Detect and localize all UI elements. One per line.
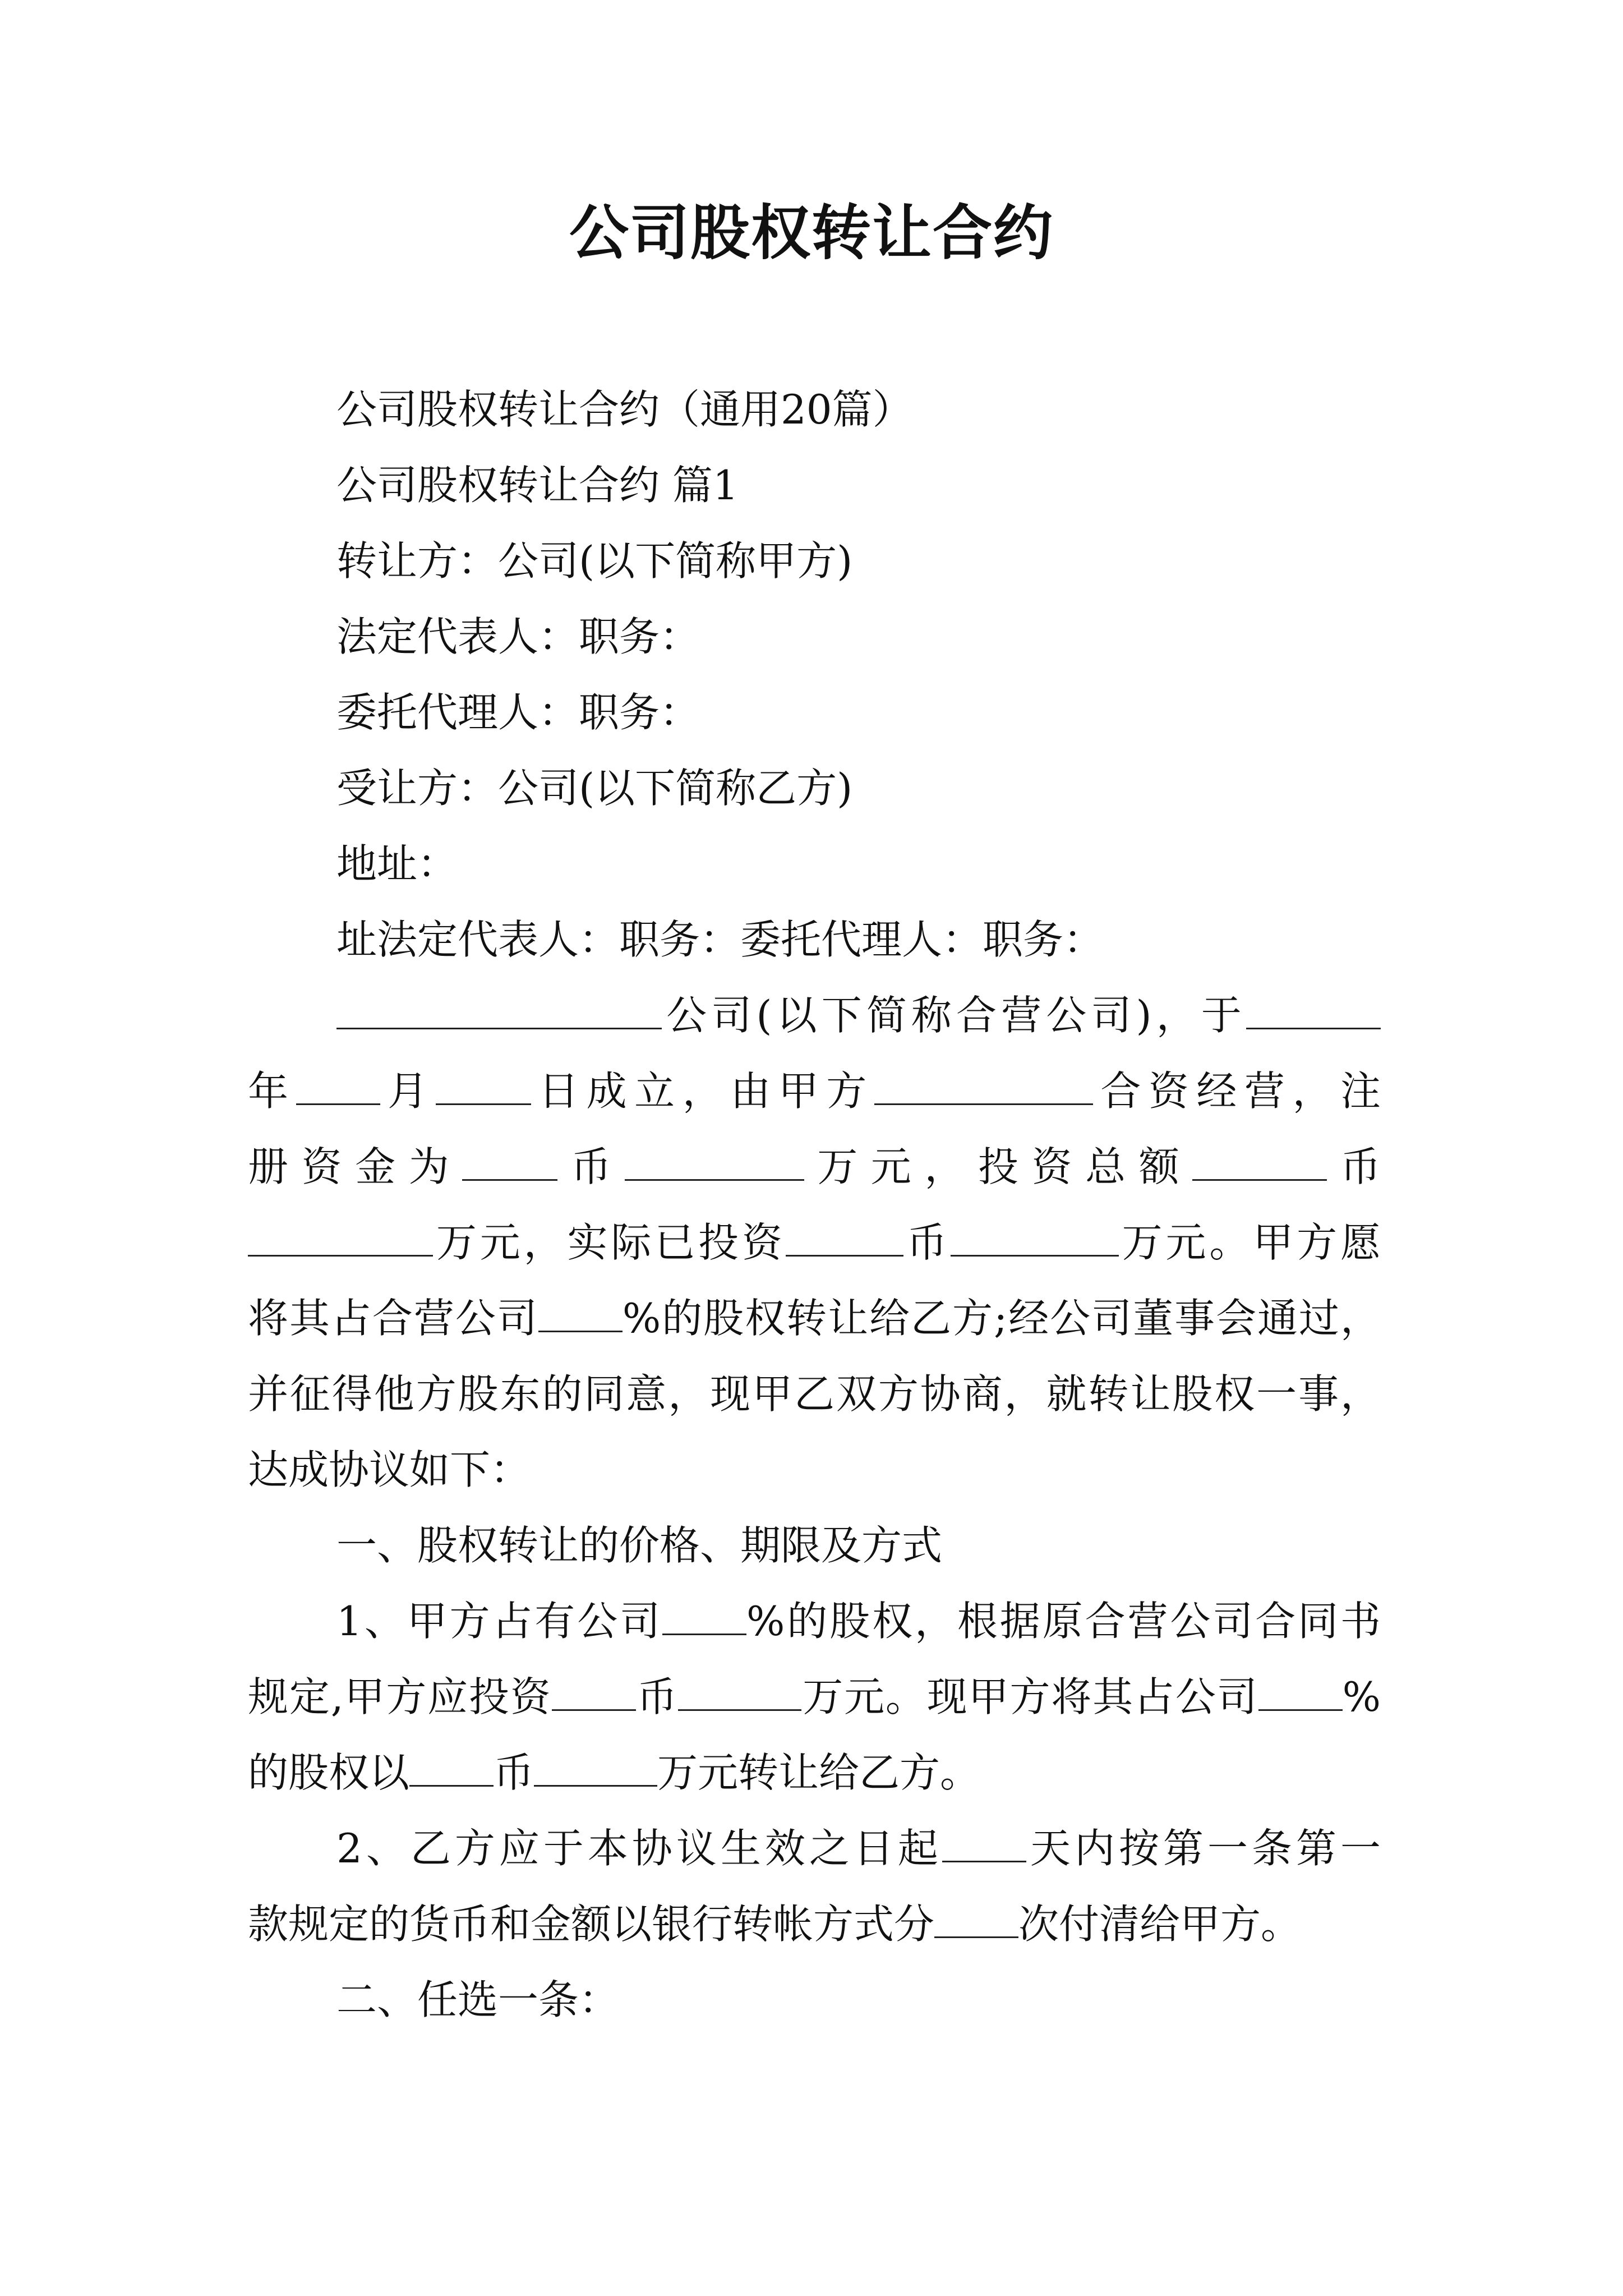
address-rep-line: 址法定代表人：职务：委托代理人：职务： <box>336 916 1104 963</box>
transferee-line: 受让方：公司(以下简称乙方) <box>336 765 853 812</box>
text-span: 万元转让给乙方。 <box>657 1749 981 1796</box>
text-span: 合资经营，注 <box>1092 1068 1381 1115</box>
text-span: % <box>1342 1673 1381 1720</box>
text-span: 册资金为 <box>248 1143 463 1190</box>
section-heading-2: 二、任选一条： <box>336 1976 620 2023</box>
text-span: 2、乙方应于本协议生效之日起 <box>336 1825 942 1872</box>
text-span: 年 <box>248 1068 296 1115</box>
fill-blank[interactable] <box>951 1218 1119 1257</box>
text-span: 日成立，由甲方 <box>531 1068 874 1115</box>
fill-blank[interactable] <box>874 1066 1093 1105</box>
fill-blank[interactable] <box>534 1748 657 1787</box>
fill-blank[interactable] <box>625 1142 804 1181</box>
text-span: 币 <box>1327 1143 1381 1190</box>
text-span: 币 <box>903 1219 951 1266</box>
text-span: 币 <box>557 1143 625 1190</box>
fill-blank[interactable] <box>786 1218 903 1257</box>
fill-blank[interactable] <box>934 1899 1018 1938</box>
article-heading: 公司股权转让合约 篇1 <box>336 462 739 509</box>
item-line <box>336 1820 1381 1876</box>
text-span: 天内按第一条第一 <box>1026 1825 1381 1872</box>
item-line <box>248 1745 980 1801</box>
address-line: 地址： <box>336 840 458 887</box>
fill-blank[interactable] <box>552 1672 636 1711</box>
fill-blank[interactable] <box>296 1066 380 1105</box>
fill-blank[interactable] <box>942 1824 1026 1862</box>
text-span: 万元。现甲方将其占公司 <box>801 1673 1258 1720</box>
fill-blank[interactable] <box>1246 991 1381 1029</box>
text-span: 万元，实际已投资 <box>433 1219 786 1266</box>
paragraph-line <box>336 987 1381 1043</box>
text-span: 1、甲方占有公司 <box>336 1598 662 1645</box>
text-span: 将其占合营公司 <box>248 1295 538 1342</box>
text-span: 万元。甲方愿 <box>1118 1219 1381 1266</box>
fill-blank[interactable] <box>436 1066 531 1105</box>
text-span: 规定,甲方应投资 <box>248 1673 552 1720</box>
text-span: 币 <box>494 1749 534 1796</box>
transferor-line: 转让方：公司(以下简称甲方) <box>336 537 853 585</box>
fill-blank[interactable] <box>409 1748 494 1787</box>
text-span: %的股权，根据原合营公司合同书 <box>746 1598 1381 1645</box>
subtitle: 公司股权转让合约（通用20篇） <box>336 386 913 433</box>
fill-blank[interactable] <box>1258 1672 1343 1711</box>
fill-blank[interactable] <box>662 1596 746 1635</box>
item-line <box>336 1593 1381 1649</box>
document-title: 公司股权转让合约 <box>569 197 1054 268</box>
text-span: 币 <box>635 1673 679 1720</box>
legal-rep-line: 法定代表人：职务： <box>336 613 700 660</box>
item-line <box>248 1896 1301 1952</box>
text-span: 款规定的货币和金额以银行转帐方式分 <box>248 1901 935 1948</box>
paragraph-line <box>248 1290 1381 1346</box>
agent-line: 委托代理人：职务： <box>336 689 700 736</box>
paragraph-line: 达成协议如下： <box>248 1446 531 1493</box>
paragraph-line: 并征得他方股东的同意，现甲乙双方协商，就转让股权一事， <box>248 1370 1381 1418</box>
paragraph-line <box>248 1214 1381 1271</box>
fill-blank[interactable] <box>248 1218 433 1257</box>
text-span: 月 <box>380 1068 436 1115</box>
section-heading-1: 一、股权转让的价格、期限及方式 <box>336 1522 943 1569</box>
item-line <box>248 1669 1381 1725</box>
text-span: 公司(以下简称合营公司)，于 <box>662 992 1246 1039</box>
fill-blank[interactable] <box>1192 1142 1327 1181</box>
text-span: 的股权以 <box>248 1749 410 1796</box>
fill-blank[interactable] <box>336 991 662 1029</box>
paragraph-line <box>248 1063 1381 1119</box>
text-span: 次付清给甲方。 <box>1018 1901 1302 1948</box>
fill-blank[interactable] <box>538 1294 623 1332</box>
fill-blank[interactable] <box>462 1142 557 1181</box>
fill-blank[interactable] <box>678 1672 801 1711</box>
paragraph-line <box>248 1139 1381 1195</box>
text-span: %的股权转让给乙方;经公司董事会通过， <box>622 1295 1381 1342</box>
text-span: 万元，投资总额 <box>804 1143 1193 1190</box>
